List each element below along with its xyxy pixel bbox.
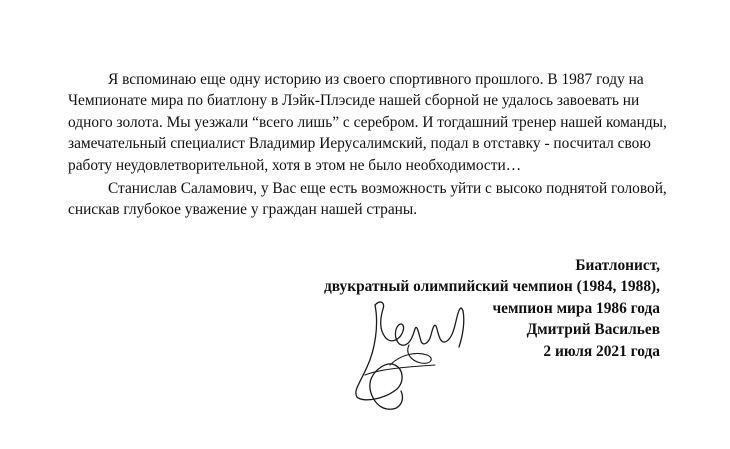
paragraph-line: Я вспоминаю еще одну историю из своего спортивного прошлого. В 1987 году на [108, 71, 644, 88]
signatory-name: Дмитрий Васильев [526, 321, 660, 339]
signatory-world-title: чемпион мира 1986 года [492, 299, 660, 317]
signatory-olympic-title: двукратный олимпийский чемпион (1984, 1988), [323, 278, 660, 296]
paragraph-line: снискав глубокое уважение у граждан нашей страны. [68, 201, 418, 219]
paragraph-line: Станислав Саламович, у Вас еще есть возможность уйти с высоко поднятой головой, [108, 180, 667, 197]
paragraph-line: замечательный специалист Владимир Иерусалимский, подал в отставку - посчитал свою [68, 135, 651, 153]
paragraph-appeal [68, 178, 708, 221]
paragraph-line: одного золота. Мы уезжали “всего лишь” с серебром. И тогдашний тренер нашей команды, [68, 113, 667, 131]
handwritten-signature [345, 295, 475, 425]
paragraph-line: работу неудовлетворительной, хотя в этом не было необходимости… [68, 156, 522, 174]
letter-date: 2 июля 2021 года [543, 343, 660, 360]
paragraph-line: Чемпионате мира по биатлону в Лэйк-Плэсиде нашей сборной не удалось завоевать ни [68, 92, 640, 110]
signatory-title: Биатлонист, [575, 257, 660, 274]
paragraph-story [68, 69, 708, 176]
